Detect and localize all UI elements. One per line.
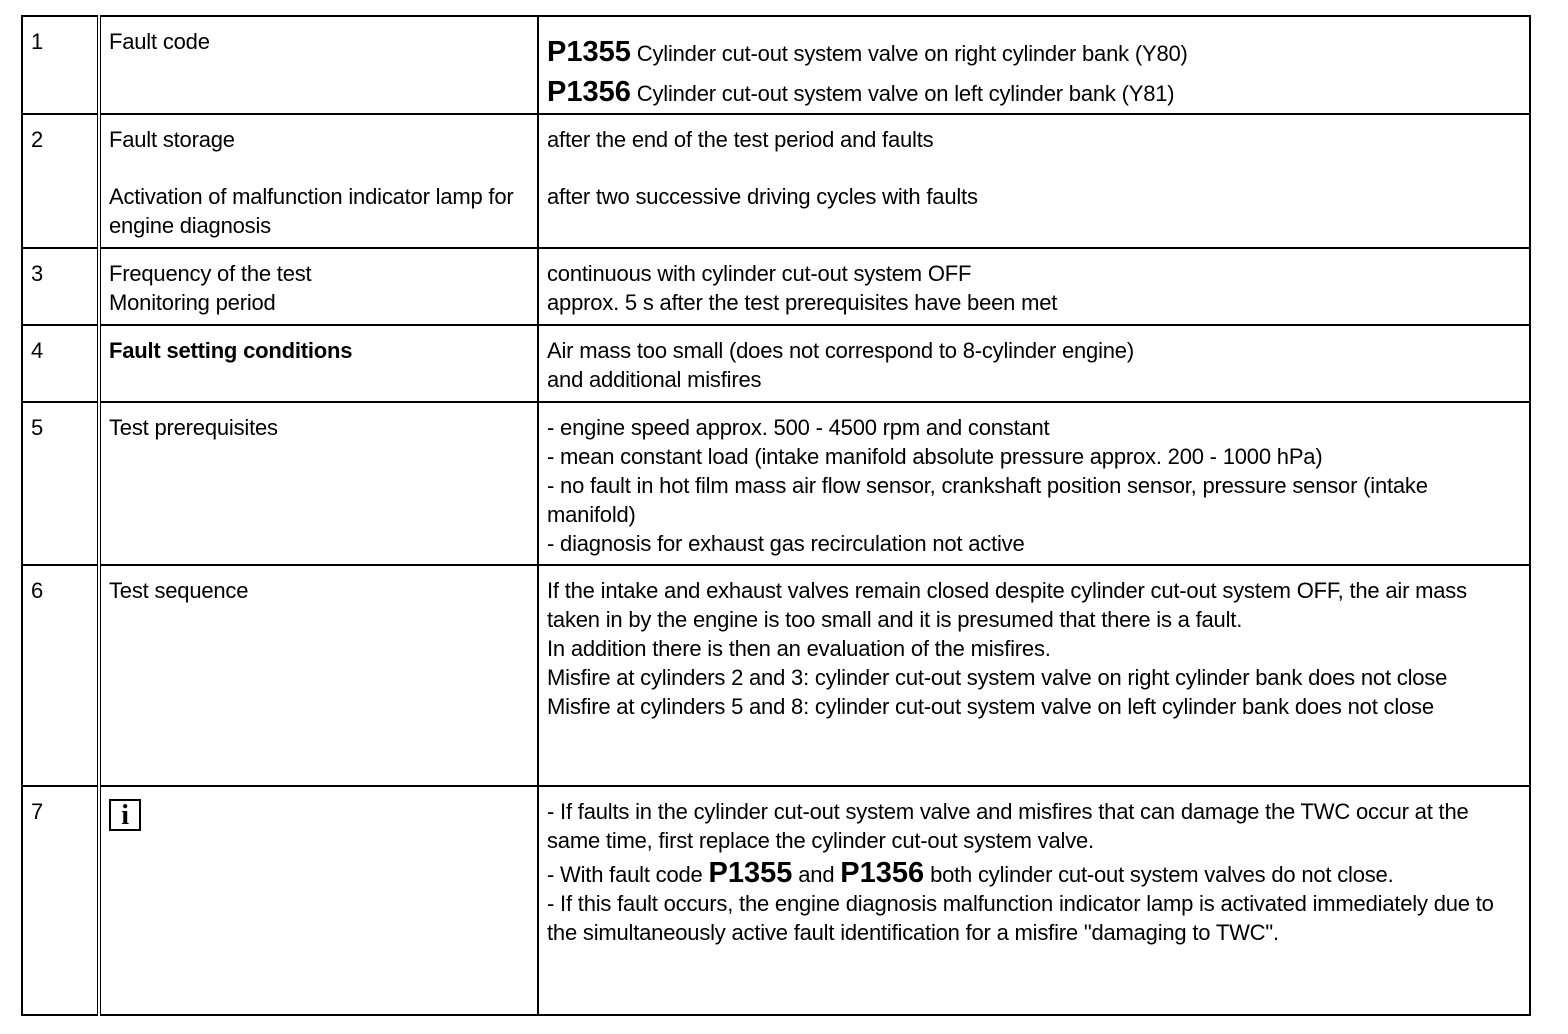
row-value: [538, 786, 1530, 1015]
fault-code: P1356: [547, 76, 631, 108]
row-number: 7: [22, 786, 99, 1015]
note-line: [547, 859, 1521, 889]
row-label: [99, 114, 538, 248]
value-line: If the intake and exhaust valves remain closed despite cylinder cut-out system OFF, the air mass taken in by the engine is too small and it is presumed that there is a fault.: [547, 578, 1467, 632]
note-text: - With fault code: [547, 862, 703, 887]
table-row: [22, 248, 1530, 325]
row-number: 4: [22, 325, 99, 402]
value-line: - no fault in hot film mass air flow sensor, crankshaft position sensor, pressure sensor (intake manifold): [547, 473, 1428, 527]
row-label: Test prerequisites: [99, 402, 538, 565]
value-line: Misfire at cylinders 5 and 8: cylinder cut-out system valve on left cylinder bank does not close: [547, 694, 1434, 719]
label-line: Activation of malfunction indicator lamp for engine diagnosis: [109, 184, 514, 238]
note-line: - If faults in the cylinder cut-out system valve and misfires that can damage the TWC occur at the same time, first replace the cylinder cut-out system valve.: [547, 799, 1469, 853]
row-value: [538, 248, 1530, 325]
fault-code: P1355: [708, 857, 793, 889]
row-value: [538, 325, 1530, 402]
note-line: - If this fault occurs, the engine diagnosis malfunction indicator lamp is activated immediately due to the simultaneously active fault identification for a misfire "damaging to TWC".: [547, 891, 1494, 945]
row-label: [99, 786, 538, 1015]
row-label: Fault setting conditions: [99, 325, 538, 402]
fault-table: [21, 15, 1531, 1016]
value-line: - diagnosis for exhaust gas recirculation not active: [547, 531, 1025, 556]
value-line: Air mass too small (does not correspond to 8-cylinder engine): [547, 338, 1134, 363]
value-line: and additional misfires: [547, 367, 762, 392]
row-label: Test sequence: [99, 565, 538, 786]
row-value: [538, 114, 1530, 248]
label-line: Frequency of the test: [109, 261, 312, 286]
note-text: both cylinder cut-out system valves do not close.: [930, 862, 1394, 887]
table-row: [22, 565, 1530, 786]
table-row: [22, 402, 1530, 565]
info-icon: i: [109, 799, 141, 831]
value-line: continuous with cylinder cut-out system OFF: [547, 261, 972, 286]
table-row: [22, 16, 1530, 114]
fault-description: Cylinder cut-out system valve on left cylinder bank (Y81): [636, 81, 1175, 106]
value-line: - engine speed approx. 500 - 4500 rpm and constant: [547, 415, 1050, 440]
row-value: [538, 565, 1530, 786]
row-number: 1: [22, 16, 99, 114]
label-line: Fault storage: [109, 127, 235, 152]
table-row: [22, 114, 1530, 248]
row-number: 6: [22, 565, 99, 786]
label-line: Monitoring period: [109, 290, 276, 315]
row-label: [99, 248, 538, 325]
fault-description: Cylinder cut-out system valve on right cylinder bank (Y80): [636, 41, 1188, 66]
row-label: Fault code: [99, 16, 538, 114]
table-row: [22, 325, 1530, 402]
row-number: 2: [22, 114, 99, 248]
fault-code: P1356: [840, 857, 925, 889]
row-number: 3: [22, 248, 99, 325]
row-value: [538, 402, 1530, 565]
value-line: - mean constant load (intake manifold absolute pressure approx. 200 - 1000 hPa): [547, 444, 1323, 469]
value-line: approx. 5 s after the test prerequisites have been met: [547, 290, 1058, 315]
table-row: [22, 786, 1530, 1015]
value-line: Misfire at cylinders 2 and 3: cylinder cut-out system valve on right cylinder bank does not close: [547, 665, 1448, 690]
fault-code: P1355: [547, 36, 631, 68]
row-number: 5: [22, 402, 99, 565]
value-line: after the end of the test period and faults: [547, 127, 934, 152]
row-value: [538, 16, 1530, 114]
note-text: and: [798, 862, 835, 887]
value-line: after two successive driving cycles with faults: [547, 184, 978, 209]
value-line: In addition there is then an evaluation of the misfires.: [547, 636, 1051, 661]
